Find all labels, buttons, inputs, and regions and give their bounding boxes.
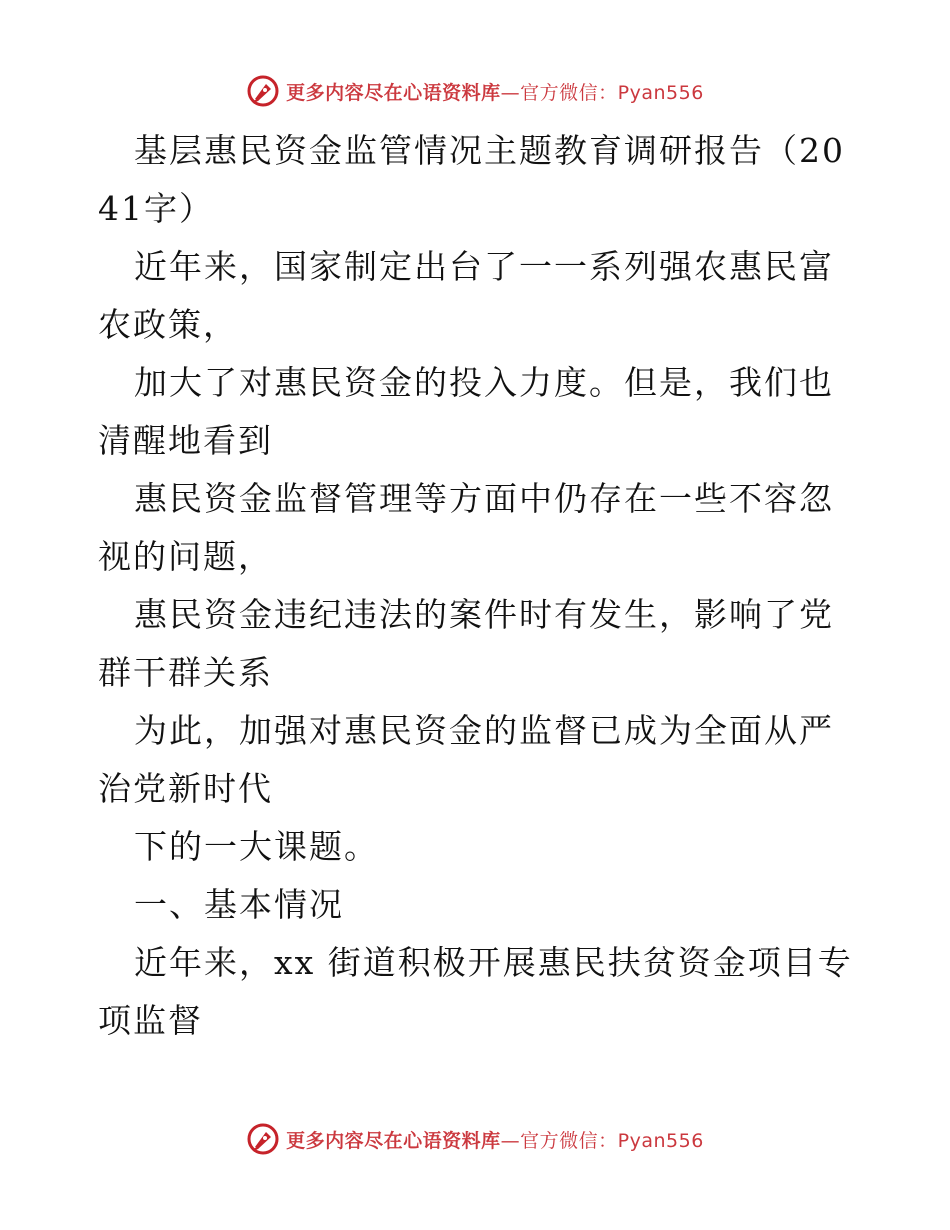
header-watermark-banner [0,71,950,111]
footer-watermark-text: 更多内容尽在心语资料库—官方微信：Pyan556 [286,1129,704,1152]
section-heading: 一、基本情况 [134,885,344,924]
pen-nib-logo-icon [246,74,280,108]
paragraph: 为此，加强对惠民资金的监督已成为全面从严治党新时代 [98,711,834,808]
footer-watermark-banner [0,1119,950,1159]
paragraph: 惠民资金违纪违法的案件时有发生，影响了党群干群关系 [98,595,834,692]
header-watermark-text: 更多内容尽在心语资料库—官方微信：Pyan556 [286,81,704,104]
pen-nib-logo-icon [246,1122,280,1156]
document-body [98,122,858,1050]
paragraph: 加大了对惠民资金的投入力度。但是，我们也清醒地看到 [98,363,834,460]
paragraph: 近年来，国家制定出台了一一系列强农惠民富农政策， [98,247,834,344]
paragraph: 下的一大课题。 [134,827,379,866]
document-title: 基层惠民资金监管情况主题教育调研报告（2041字） [98,131,845,228]
paragraph: 惠民资金监督管理等方面中仍存在一些不容忽视的问题， [98,479,834,576]
paragraph: 近年来，xx 街道积极开展惠民扶贫资金项目专项监督 [98,943,853,1040]
